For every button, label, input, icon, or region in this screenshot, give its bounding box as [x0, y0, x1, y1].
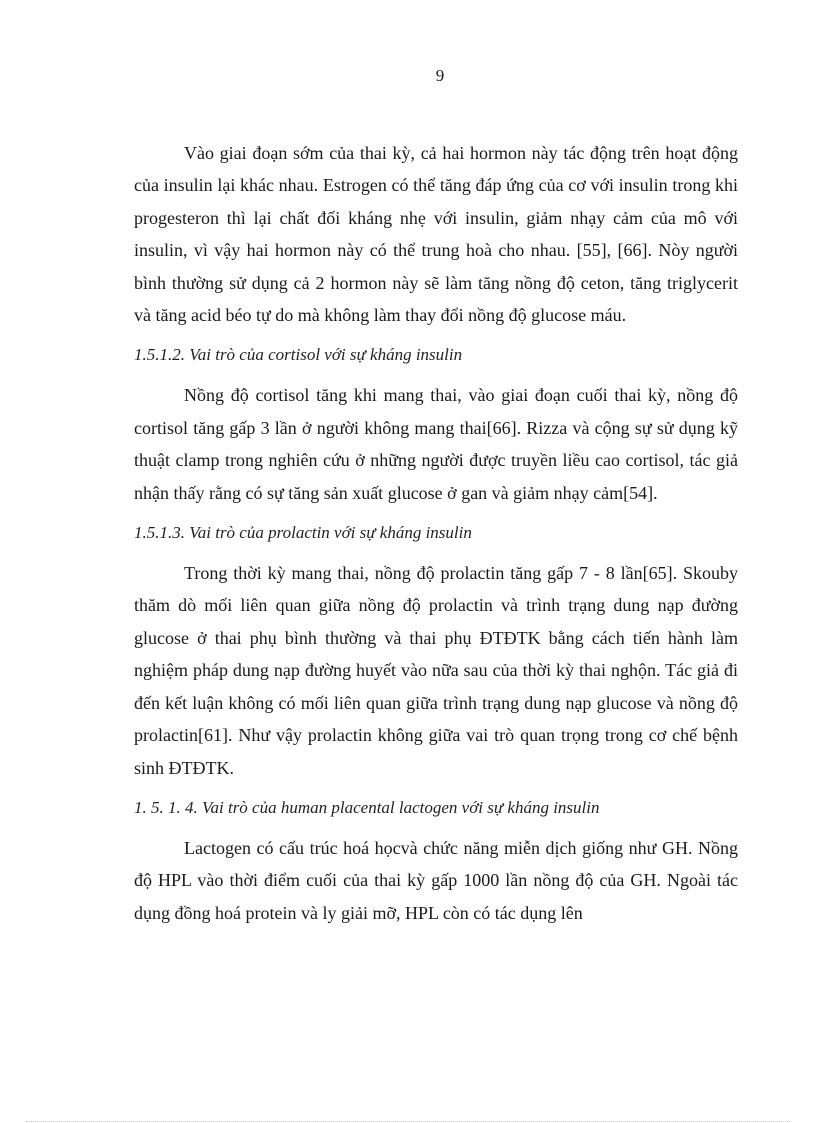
page-number: 9 — [435, 66, 445, 85]
page-bottom-rule — [26, 1121, 790, 1122]
document-body — [134, 137, 738, 937]
section-heading-hpl: 1. 5. 1. 4. Vai trò của human placental lactogen với sự kháng insulin — [134, 797, 600, 817]
section-heading-prolactin: 1.5.1.3. Vai trò của prolactin với sự kháng insulin — [134, 523, 472, 543]
paragraph-cortisol: Nồng độ cortisol tăng khi mang thai, vào giai đoạn cuối thai kỳ, nồng độ cortisol tăng gấp 3 lần ở người không mang thai[66]. Rizza và cộng sự sử dụng kỹ thuật clamp trong nghiên cứu ở những người được truyền liều cao cortisol, tác giả nhận thấy rằng có sự tăng sản xuất glucose ở gan và giảm nhạy cảm[54]. — [134, 385, 738, 503]
paragraph-prolactin: Trong thời kỳ mang thai, nồng độ prolactin tăng gấp 7 - 8 lần[65]. Skouby thăm dò mối liên quan giữa nồng độ prolactin và trình trạng dung nạp đường glucose ở thai phụ bình thường và thai phụ ĐTĐTK bằng cách tiến hành làm nghiệm pháp dung nạp đường huyết vào nữa sau của thời kỳ thai nghộn. Tác giả đi đến kết luận không có mối liên quan giữa trình trạng dung nạp glucose và nồng độ prolactin[61]. Như vậy prolactin không giữa vai trò quan trọng trong cơ chế bệnh sinh ĐTĐTK. — [134, 563, 738, 778]
section-heading-cortisol: 1.5.1.2. Vai trò của cortisol với sự kháng insulin — [134, 345, 463, 365]
paragraph-hormone-effects: Vào giai đoạn sớm của thai kỳ, cả hai hormon này tác động trên hoạt động của insulin lại khác nhau. Estrogen có thể tăng đáp ứng của cơ với insulin trong khi progesteron thì lại chất đối kháng nhẹ với insulin, giảm nhạy cảm của mô với insulin, vì vậy hai hormon này có thể trung hoà cho nhau. [55], [66]. Nòy người bình thường sử dụng cả 2 hormon này sẽ làm tăng nồng độ ceton, tăng triglycerit và tăng acid béo tự do mà không làm thay đổi nồng độ glucose máu. — [134, 143, 738, 326]
paragraph-hpl: Lactogen có cấu trúc hoá họcvà chức năng miễn dịch giống như GH. Nồng độ HPL vào thời điểm cuối của thai kỳ gấp 1000 lần nồng độ của GH. Ngoài tác dụng đồng hoá protein và ly giải mỡ, HPL còn có tác dụng lên — [134, 837, 738, 923]
